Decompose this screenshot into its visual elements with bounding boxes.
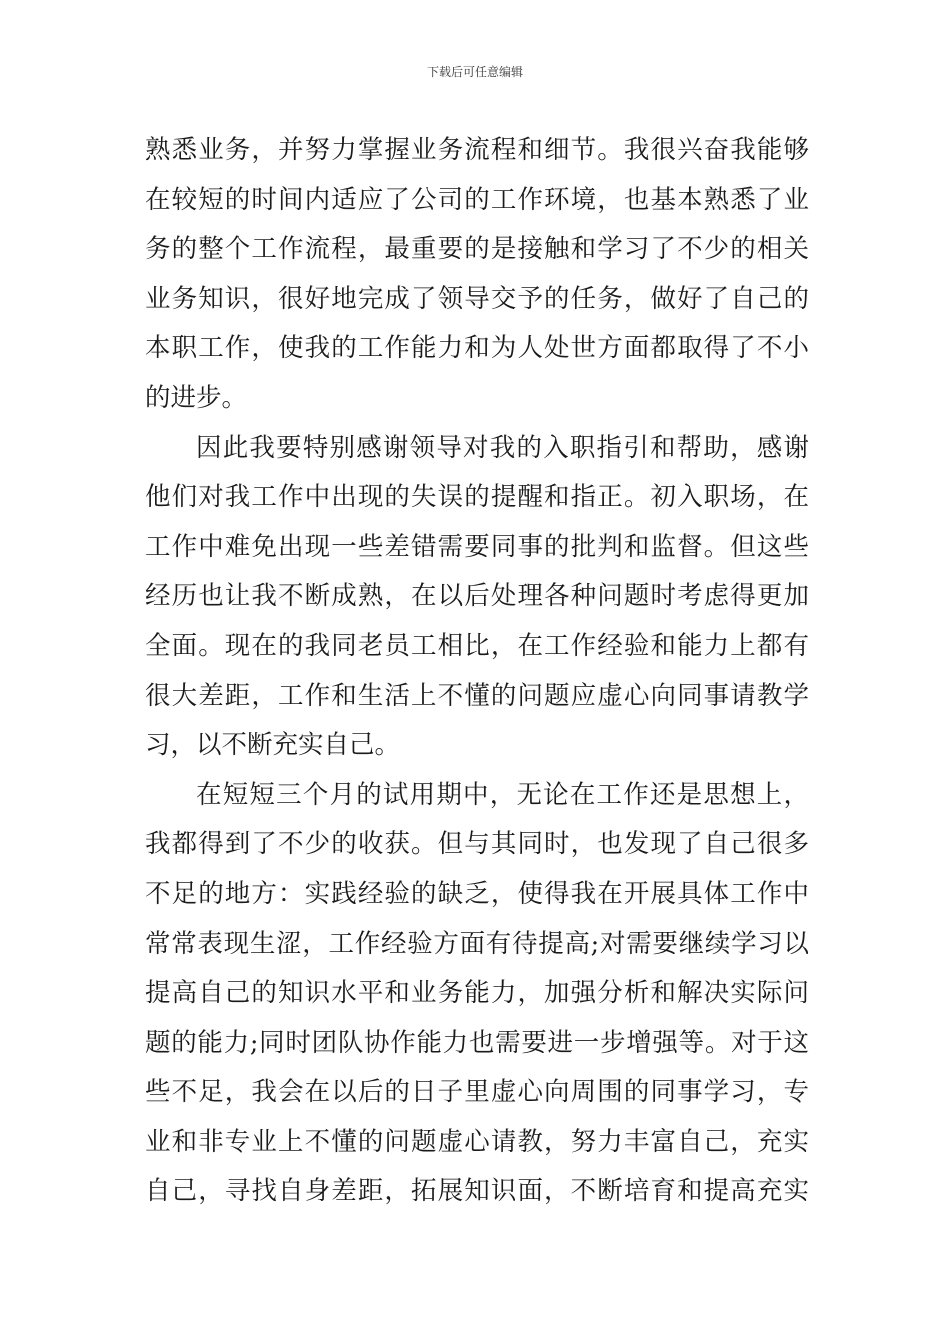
body-text	[145, 126, 809, 1217]
text-line: 全面。现在的我同老员工相比，在工作经验和能力上都有	[145, 630, 809, 661]
text-line: 因此我要特别感谢领导对我的入职指引和帮助，感谢	[196, 432, 809, 463]
text-line: 的进步。	[145, 382, 248, 413]
text-line: 习，以不断充实自己。	[145, 730, 401, 761]
text-line: 熟悉业务，并努力掌握业务流程和细节。我很兴奋我能够	[145, 135, 809, 165]
text-line: 题的能力;同时团队协作能力也需要进一步增强等。对于这	[145, 1027, 809, 1058]
text-line: 本职工作，使我的工作能力和为人处世方面都取得了不小	[145, 333, 809, 364]
text-line: 自己，寻找自身差距，拓展知识面，不断培育和提高充实	[145, 1176, 809, 1207]
text-line: 常常表现生涩，工作经验方面有待提高;对需要继续学习以	[145, 928, 809, 959]
text-line: 不足的地方：实践经验的缺乏，使得我在开展具体工作中	[145, 878, 809, 909]
page-header: 下载后可任意编辑	[426, 65, 523, 79]
paragraph	[145, 126, 809, 424]
text-line: 务的整个工作流程，最重要的是接触和学习了不少的相关	[145, 234, 809, 265]
text-line: 经历也让我不断成熟，在以后处理各种问题时考虑得更加	[145, 581, 809, 612]
text-line: 在较短的时间内适应了公司的工作环境，也基本熟悉了业	[145, 184, 809, 215]
text-line: 些不足，我会在以后的日子里虚心向周围的同事学习，专	[145, 1077, 809, 1108]
text-line: 业务知识，很好地完成了领导交予的任务，做好了自己的	[145, 283, 809, 314]
text-line: 工作中难免出现一些差错需要同事的批判和监督。但这些	[145, 531, 809, 562]
text-line: 他们对我工作中出现的失误的提醒和指正。初入职场，在	[145, 482, 809, 513]
paragraph	[145, 424, 809, 771]
text-line: 业和非专业上不懂的问题虚心请教，努力丰富自己，充实	[145, 1126, 809, 1157]
text-line: 在短短三个月的试用期中，无论在工作还是思想上，	[196, 779, 809, 810]
text-line: 我都得到了不少的收获。但与其同时，也发现了自己很多	[145, 829, 809, 860]
text-line: 很大差距，工作和生活上不懂的问题应虚心向同事请教学	[145, 680, 809, 711]
text-line: 提高自己的知识水平和业务能力，加强分析和解决实际问	[145, 978, 809, 1009]
paragraph	[145, 771, 809, 1217]
